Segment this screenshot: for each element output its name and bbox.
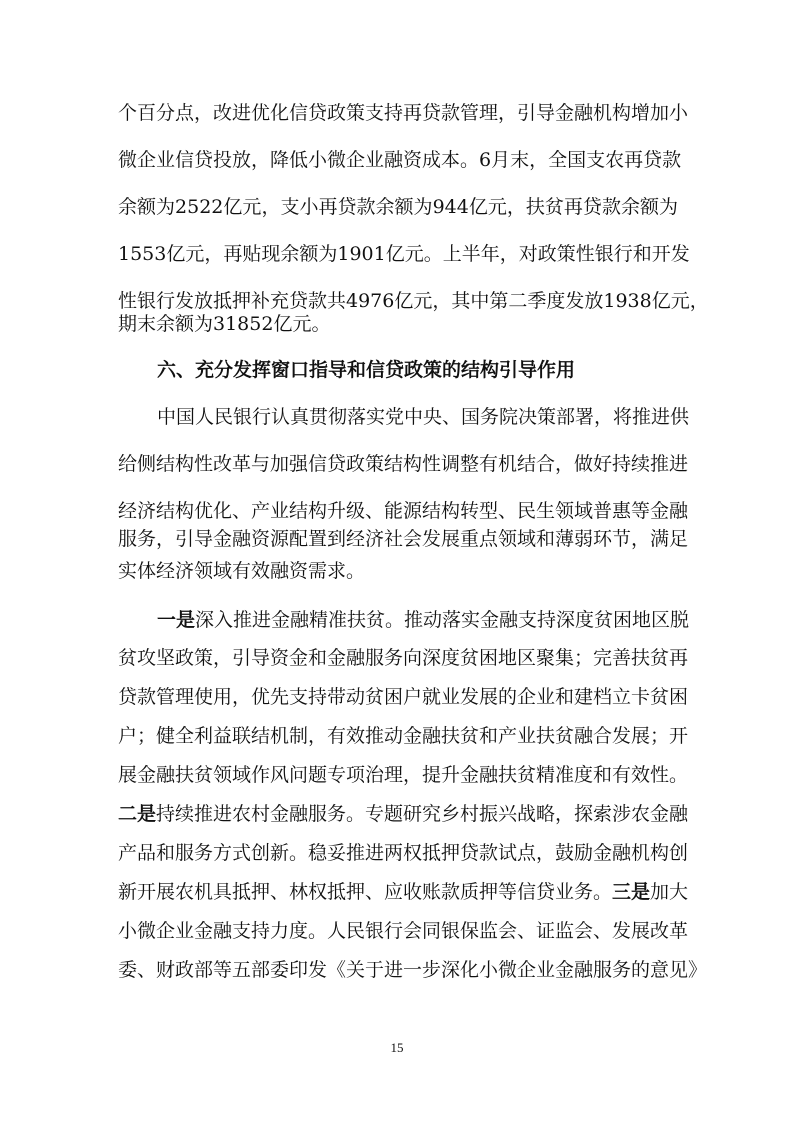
paragraph-text: 加大 — [650, 881, 689, 903]
paragraph-line — [118, 794, 689, 834]
paragraph-line: 服务，引导金融资源配置到经济社会发展重点领域和薄弱环节，满足 — [118, 528, 689, 550]
paragraph-line: 委、财政部等五部委印发《关于进一步深化小微企业金融服务的意见》 — [118, 959, 708, 981]
paragraph-line: 给侧结构性改革与加强信贷政策结构性调整有机结合，做好持续推进 — [118, 453, 689, 475]
paragraph-line: 微企业信贷投放，降低小微企业融资成本。6月末，全国支农再贷款 — [118, 149, 682, 171]
paragraph-line: 中国人民银行认真贯彻落实党中央、国务院决策部署，将推进供 — [157, 406, 690, 428]
paragraph-line: 性银行发放抵押补充贷款共4976亿元，其中第二季度发放1938亿元， — [118, 290, 709, 312]
paragraph-line: 户；健全利益联结机制，有效推动金融扶贫和产业扶贫融合发展；开 — [118, 725, 689, 747]
paragraph-line: 实体经济领域有效融资需求。 — [118, 560, 366, 582]
paragraph-line: 经济结构优化、产业结构升级、能源结构转型、民生领域普惠等金融 — [118, 500, 689, 522]
paragraph-text: 持续推进农村金融服务。专题研究乡村振兴战略，探索涉农金融 — [156, 803, 689, 825]
paragraph-text: 新开展农机具抵押、林权抵押、应收账款质押等信贷业务。 — [118, 881, 613, 903]
page-number: 15 — [390, 1040, 404, 1055]
paragraph-line: 小微企业金融支持力度。人民银行会同银保监会、证监会、发展改革 — [118, 920, 689, 942]
bold-lead-in: 二是 — [118, 803, 157, 825]
paragraph-line: 个百分点，改进优化信贷政策支持再贷款管理，引导金融机构增加小 — [118, 102, 689, 124]
section-heading: 六、充分发挥窗口指导和信贷政策的结构引导作用 — [157, 359, 576, 381]
paragraph-line: 展金融扶贫领域作风问题专项治理，提升金融扶贫精准度和有效性。 — [118, 764, 689, 786]
paragraph-line: 贫攻坚政策，引导资金和金融服务向深度贫困地区聚集；完善扶贫再 — [118, 647, 689, 669]
paragraph-line: 产品和服务方式创新。稳妥推进两权抵押贷款试点，鼓励金融机构创 — [118, 842, 689, 864]
paragraph-line — [118, 872, 689, 912]
bold-lead-in: 一是 — [157, 609, 196, 631]
bold-lead-in: 三是 — [612, 881, 651, 903]
paragraph-line: 贷款管理使用，优先支持带动贫困户就业发展的企业和建档立卡贫困 — [118, 686, 689, 708]
paragraph-text: 深入推进金融精准扶贫。推动落实金融支持深度贫困地区脱 — [195, 609, 690, 631]
paragraph-line: 期末余额为31852亿元。 — [118, 313, 331, 335]
paragraph-line: 余额为2522亿元，支小再贷款余额为944亿元，扶贫再贷款余额为 — [118, 196, 678, 218]
paragraph-line — [157, 600, 690, 640]
paragraph-line: 1553亿元，再贴现余额为1901亿元。上半年，对政策性银行和开发 — [118, 243, 690, 265]
